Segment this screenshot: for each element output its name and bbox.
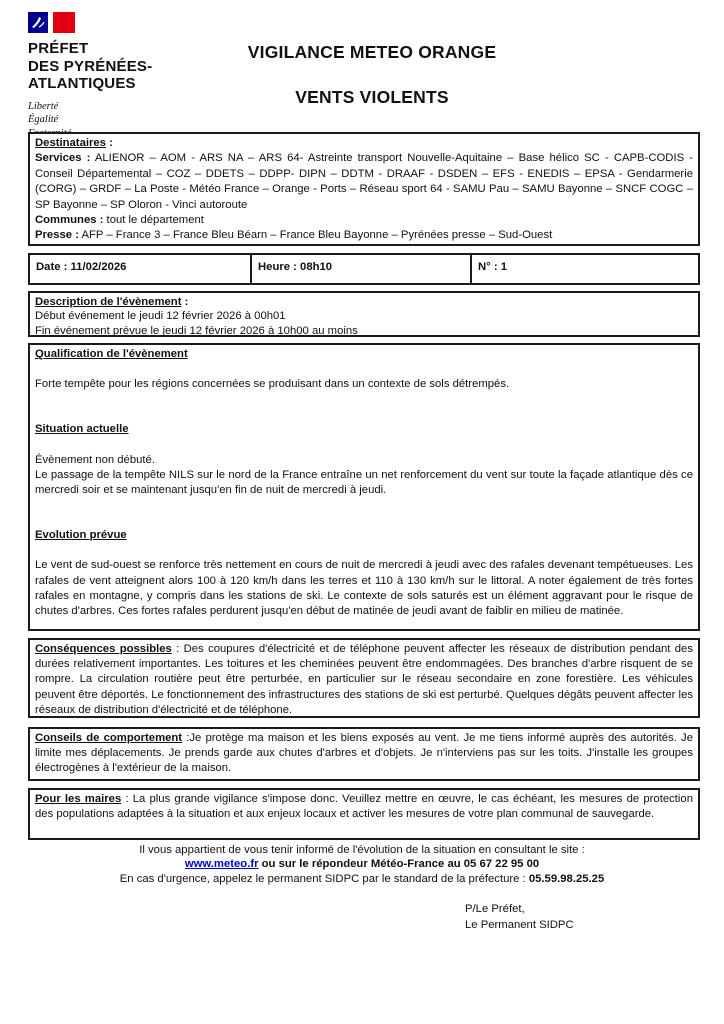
consequences-label: Conséquences possibles bbox=[35, 643, 172, 655]
description-heading bbox=[35, 295, 693, 309]
spacer bbox=[35, 543, 693, 558]
flag-blue-block-marianne-icon bbox=[28, 12, 48, 33]
meta-table bbox=[28, 253, 700, 285]
marianne-icon bbox=[30, 14, 46, 31]
recipients-label-colon: : bbox=[105, 137, 113, 149]
presse-list: AFP – France 3 – France Bleu Béarn – France Bleu Bayonne – Pyrénées presse – Sud-Ouest bbox=[78, 229, 553, 242]
conseils-text: :Je protège ma maison et les biens exposés au vent. Je me tiens informé auprès des autorités. Je limite mes déplacements. Je prends garde aux chutes d'arbres et d'objets. Je n'interviens pas sur les toits. J'installe les groupes électrogènes à l'extérieur de la maison. bbox=[35, 732, 693, 775]
evolution-title: Evolution prévue bbox=[35, 529, 127, 542]
consequences-paragraph bbox=[35, 642, 693, 718]
evolution-text: Le vent de sud-ouest se renforce très nettement en cours de nuit de mercredi à jeudi avec des rafales devenant tempétueuses. Les rafales de vent atteignent alors 100 à 120 km/h dans les terres et 110 à 130 km/h sur le littoral. A noter également de très fortes rafales en montagne, y compris dans les stations de ski. Le contexte de sols saturés est un élément aggravant pour le risque de chutes d'arbres. Ces fortes rafales perdurent jusqu'en début de matinée de jeudi avant de faiblir en milieu de matinée. bbox=[35, 559, 693, 618]
situation-heading bbox=[35, 422, 693, 437]
meteo-france-link[interactable]: www.meteo.fr bbox=[184, 858, 259, 871]
services-list: ALIENOR – AOM - ARS NA – ARS 64- Astreinte transport Nouvelle-Aquitaine – Base hélico SC - CAPB-CODIS - Conseil Départemental – COZ – DDETS – DDPP- DIPN – DDTM - DRAAF - DSDEN – EFS - ENEDIS – EPSA - Gendarmerie (CORG) – GRDF – La Poste - Météo France – Orange - Ports – Réseau sport 64 - SAMU Pau – SAMU Bayonne – SNCF COGC – SP Bayonne – SP Oloron - Vinci autoroute bbox=[35, 152, 693, 211]
conseils-label: Conseils de comportement bbox=[35, 732, 183, 744]
recipients-services bbox=[35, 151, 693, 213]
presse-label: Presse : bbox=[35, 229, 79, 242]
maires-text: : La plus grande vigilance s'impose donc. Veuillez mettre en œuvre, le cas échéant, les mesures de protection des populations adaptées à la situation et aux enjeux locaux et activer les mesures de votre plan communal de sauvegarde. bbox=[35, 793, 693, 821]
qualification-text: Forte tempête pour les régions concernées se produisant dans un contexte de sols détrempés. bbox=[35, 378, 510, 391]
recipients-communes bbox=[35, 213, 693, 228]
signature-block bbox=[465, 902, 574, 933]
signature-name: Le Permanent SIDPC bbox=[465, 918, 574, 931]
footer-line-info: Il vous appartient de vous tenir informé de l'évolution de la situation en consultant le site : bbox=[139, 844, 585, 856]
footer-urgence-text: En cas d'urgence, appelez le permanent SIDPC par le standard de la préfecture : bbox=[119, 872, 529, 885]
situation-text: Le passage de la tempête NILS sur le nord de la France entraîne un net renforcement du vent sur toute la façade atlantique dès ce mercredi soir et se maintenant jusqu'en fin de nuit de mercredi à jeudi. bbox=[35, 468, 693, 497]
motto-line: Égalité bbox=[28, 114, 59, 125]
prefecture-name-line: ATLANTIQUES bbox=[28, 75, 136, 92]
meta-cell-heure: Heure : 08h10 bbox=[252, 255, 472, 283]
conseils-box bbox=[28, 727, 700, 781]
prefecture-logo bbox=[28, 12, 198, 140]
spacer bbox=[35, 362, 693, 377]
recipients-presse bbox=[35, 228, 693, 243]
description-start-line: Début événement le jeudi 12 février 2026 à 00h01 bbox=[35, 310, 286, 323]
spacer bbox=[35, 438, 693, 453]
footer-line-urgence bbox=[0, 872, 724, 886]
communes-value: tout le département bbox=[103, 214, 204, 227]
footer-repondeur-text: ou sur le répondeur Météo-France au 05 67 22 95 00 bbox=[258, 858, 540, 871]
communes-label: Communes : bbox=[35, 214, 104, 227]
situation-title: Situation actuelle bbox=[35, 423, 129, 436]
motto-line: Liberté bbox=[28, 100, 59, 112]
footer-urgence-phone: 05.59.98.25.25 bbox=[528, 872, 605, 885]
description-label: Description de l'évènement bbox=[35, 296, 182, 308]
description-box bbox=[28, 291, 700, 337]
document-title: VIGILANCE METEO ORANGE bbox=[247, 42, 497, 62]
document-subtitle: VENTS VIOLENTS bbox=[295, 87, 449, 107]
qualification-box bbox=[28, 343, 700, 631]
consequences-text: : Des coupures d'électricité et de téléphone peuvent affecter les réseaux de distribution pendant des durées relativement importantes. Les toitures et les cheminées peuvent être endommagées. Des branches d'arbre risquent de se rompre. La circulation routière peut être perturbée, en particulier sur le réseau secondaire en zone forestière. Les véhicules peuvent être déportés. Le fonctionnement des infrastructures des stations de ski est perturbé. Quelques dégâts peuvent affecter les réseaux de distribution d'électricité et de téléphone. bbox=[35, 643, 693, 716]
flag-red-block-icon bbox=[53, 12, 75, 33]
maires-paragraph bbox=[35, 792, 693, 822]
maires-box bbox=[28, 788, 700, 840]
evolution-heading bbox=[35, 528, 693, 543]
spacer bbox=[35, 498, 693, 528]
spacer bbox=[35, 392, 693, 422]
prefecture-name-line: PRÉFET bbox=[28, 40, 89, 57]
situation-status-line: Évènement non débuté. bbox=[35, 453, 155, 466]
footer-info bbox=[0, 843, 724, 886]
footer-line-site bbox=[0, 857, 724, 871]
consequences-box bbox=[28, 638, 700, 718]
signature-role: P/Le Préfet, bbox=[465, 903, 525, 915]
description-end-line: Fin événement prévue le jeudi 12 février 2026 à 10h00 au moins bbox=[35, 324, 358, 337]
description-label-colon: : bbox=[181, 296, 189, 308]
recipients-label: Destinataires bbox=[35, 137, 106, 149]
recipients-heading bbox=[35, 136, 693, 151]
meta-cell-numero: N° : 1 bbox=[478, 261, 507, 273]
qualification-heading bbox=[35, 347, 693, 362]
qualification-title: Qualification de l'évènement bbox=[35, 348, 188, 360]
recipients-box bbox=[28, 132, 700, 246]
services-label: Services : bbox=[35, 152, 91, 165]
french-flag-icon bbox=[28, 12, 198, 33]
meta-cell-date: Date : 11/02/2026 bbox=[30, 255, 252, 283]
prefecture-name-line: DES PYRÉNÉES- bbox=[28, 57, 153, 75]
maires-label: Pour les maires bbox=[35, 793, 122, 805]
conseils-paragraph bbox=[35, 731, 693, 777]
